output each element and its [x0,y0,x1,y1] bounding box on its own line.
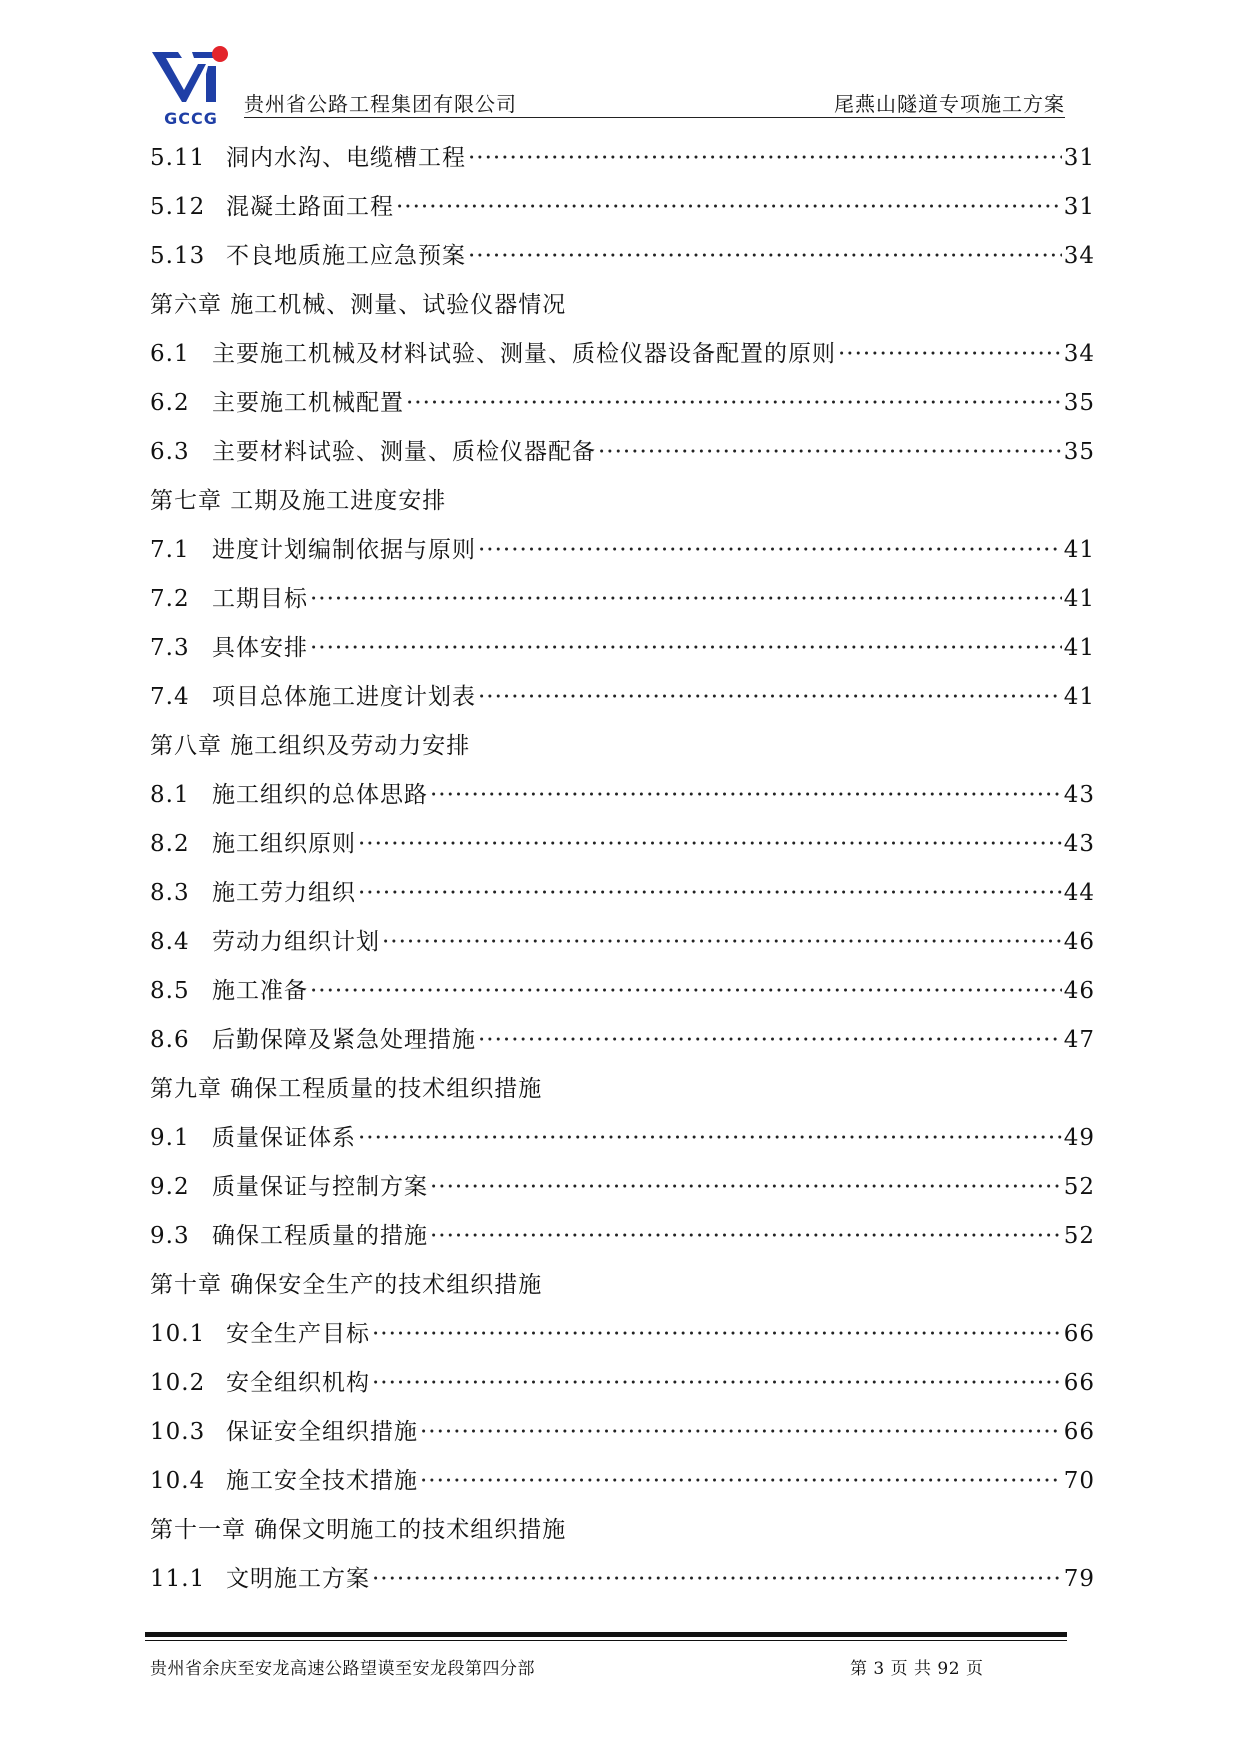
toc-entry-title: 劳动力组织计划 [212,929,380,955]
toc-entry-number: 7.2 [150,586,190,612]
toc-page-number: 46 [1063,929,1095,955]
toc-entry-title: 主要材料试验、测量、质检仪器配备 [212,439,596,465]
toc-entry[interactable] [150,1466,1095,1515]
toc-entry[interactable] [150,437,1095,486]
toc-dot-leader [358,829,1062,859]
toc-entry-number: 5.11 [150,145,206,171]
toc-entry-number: 7.3 [150,635,190,661]
toc-chapter-title: 第七章 工期及施工进度安排 [150,488,447,514]
toc-entry-number: 10.3 [150,1419,206,1445]
toc-page-number: 31 [1063,194,1095,220]
toc-entry-title: 文明施工方案 [226,1566,370,1592]
toc-chapter-heading[interactable] [150,290,1095,339]
toc-dot-leader [372,1564,1062,1594]
document-title: 尾燕山隧道专项施工方案 [834,92,1065,116]
toc-entry-title: 工期目标 [212,586,308,612]
toc-entry-number: 10.2 [150,1370,206,1396]
company-logo [148,44,234,128]
toc-dot-leader [478,535,1062,565]
toc-dot-leader [310,584,1062,614]
toc-entry-title: 混凝土路面工程 [226,194,394,220]
toc-entry[interactable] [150,388,1095,437]
toc-chapter-heading[interactable] [150,1074,1095,1123]
toc-entry-number: 8.4 [150,929,190,955]
company-name: 贵州省公路工程集团有限公司 [244,92,517,116]
toc-entry[interactable] [150,241,1095,290]
toc-dot-leader [478,682,1062,712]
toc-entry[interactable] [150,192,1095,241]
toc-dot-leader [430,1221,1062,1251]
toc-page-number: 52 [1063,1223,1095,1249]
toc-entry-number: 10.4 [150,1468,206,1494]
toc-chapter-title: 第九章 确保工程质量的技术组织措施 [150,1076,543,1102]
table-of-contents [150,143,1095,1613]
toc-entry-number: 9.3 [150,1223,190,1249]
toc-entry-title: 施工准备 [212,978,308,1004]
toc-dot-leader [372,1368,1062,1398]
toc-entry-number: 6.1 [150,341,190,367]
toc-entry[interactable] [150,1123,1095,1172]
page-header [148,40,1065,130]
toc-entry[interactable] [150,1417,1095,1466]
toc-dot-leader [420,1417,1062,1447]
toc-entry[interactable] [150,878,1095,927]
footer-page-info: 第 3 页 共 92 页 [850,1659,984,1679]
toc-entry-title: 保证安全组织措施 [226,1419,418,1445]
toc-entry-title: 安全组织机构 [226,1370,370,1396]
toc-entry-title: 主要施工机械及材料试验、测量、质检仪器设备配置的原则 [212,341,836,367]
toc-page-number: 46 [1063,978,1095,1004]
toc-entry-number: 7.1 [150,537,190,563]
toc-dot-leader [310,976,1062,1006]
toc-entry[interactable] [150,927,1095,976]
toc-dot-leader [430,1172,1062,1202]
toc-entry-title: 不良地质施工应急预案 [226,243,466,269]
toc-dot-leader [396,192,1062,222]
toc-dot-leader [468,143,1062,173]
toc-page-number: 43 [1063,782,1095,808]
toc-chapter-heading[interactable] [150,731,1095,780]
toc-chapter-title: 第十章 确保安全生产的技术组织措施 [150,1272,543,1298]
toc-dot-leader [358,1123,1062,1153]
logo-lettering: GCCG [164,109,218,128]
toc-entry-number: 8.6 [150,1027,190,1053]
toc-page-number: 44 [1063,880,1095,906]
toc-page-number: 41 [1063,684,1095,710]
toc-entry[interactable] [150,584,1095,633]
toc-entry-title: 项目总体施工进度计划表 [212,684,476,710]
header-divider [244,117,1065,118]
toc-entry-number: 8.3 [150,880,190,906]
toc-entry-title: 具体安排 [212,635,308,661]
toc-entry-number: 6.3 [150,439,190,465]
toc-dot-leader [420,1466,1062,1496]
toc-entry[interactable] [150,780,1095,829]
toc-entry-title: 施工劳力组织 [212,880,356,906]
toc-entry-number: 8.2 [150,831,190,857]
toc-entry-title: 主要施工机械配置 [212,390,404,416]
toc-entry-title: 洞内水沟、电缆槽工程 [226,145,466,171]
toc-entry-number: 5.13 [150,243,206,269]
toc-entry-number: 5.12 [150,194,206,220]
toc-entry-number: 7.4 [150,684,190,710]
toc-entry-title: 施工组织的总体思路 [212,782,428,808]
toc-page-number: 66 [1063,1321,1095,1347]
toc-dot-leader [406,388,1062,418]
toc-entry-number: 6.2 [150,390,190,416]
toc-dot-leader [838,339,1062,369]
toc-dot-leader [468,241,1062,271]
toc-entry-number: 10.1 [150,1321,206,1347]
toc-dot-leader [598,437,1062,467]
footer-divider-thin [145,1640,1067,1641]
toc-entry-title: 施工组织原则 [212,831,356,857]
toc-entry-title: 质量保证与控制方案 [212,1174,428,1200]
toc-chapter-heading[interactable] [150,486,1095,535]
toc-dot-leader [310,633,1062,663]
toc-entry-title: 确保工程质量的措施 [212,1223,428,1249]
toc-entry[interactable] [150,535,1095,584]
toc-chapter-heading[interactable] [150,1270,1095,1319]
toc-dot-leader [372,1319,1062,1349]
toc-page-number: 34 [1063,243,1095,269]
toc-page-number: 35 [1063,439,1095,465]
toc-entry[interactable] [150,1319,1095,1368]
toc-page-number: 31 [1063,145,1095,171]
toc-page-number: 66 [1063,1370,1095,1396]
toc-page-number: 41 [1063,537,1095,563]
toc-entry[interactable] [150,1368,1095,1417]
toc-entry[interactable] [150,829,1095,878]
toc-entry[interactable] [150,1221,1095,1270]
toc-page-number: 41 [1063,635,1095,661]
toc-entry[interactable] [150,143,1095,192]
toc-dot-leader [478,1025,1062,1055]
toc-dot-leader [382,927,1062,957]
toc-entry-number: 11.1 [150,1566,206,1592]
toc-entry-title: 安全生产目标 [226,1321,370,1347]
toc-entry[interactable] [150,633,1095,682]
toc-page-number: 49 [1063,1125,1095,1151]
toc-page-number: 41 [1063,586,1095,612]
toc-page-number: 52 [1063,1174,1095,1200]
toc-chapter-title: 第八章 施工组织及劳动力安排 [150,733,471,759]
toc-entry-number: 8.5 [150,978,190,1004]
toc-entry[interactable] [150,1025,1095,1074]
toc-page-number: 34 [1063,341,1095,367]
toc-entry-title: 质量保证体系 [212,1125,356,1151]
toc-chapter-title: 第六章 施工机械、测量、试验仪器情况 [150,292,567,318]
toc-entry-number: 9.2 [150,1174,190,1200]
toc-entry-title: 施工安全技术措施 [226,1468,418,1494]
toc-entry-title: 后勤保障及紧急处理措施 [212,1027,476,1053]
toc-page-number: 47 [1063,1027,1095,1053]
toc-page-number: 43 [1063,831,1095,857]
footer-divider-thick [145,1632,1067,1637]
toc-page-number: 66 [1063,1419,1095,1445]
toc-entry[interactable] [150,339,1095,388]
footer-project-name: 贵州省余庆至安龙高速公路望谟至安龙段第四分部 [150,1659,535,1679]
toc-chapter-title: 第十一章 确保文明施工的技术组织措施 [150,1517,567,1543]
toc-page-number: 70 [1063,1468,1095,1494]
toc-entry[interactable] [150,682,1095,731]
toc-entry-number: 8.1 [150,782,190,808]
toc-page-number: 35 [1063,390,1095,416]
toc-entry[interactable] [150,1172,1095,1221]
toc-entry-title: 进度计划编制依据与原则 [212,537,476,563]
toc-entry-number: 9.1 [150,1125,190,1151]
toc-page-number: 79 [1063,1566,1095,1592]
toc-entry[interactable] [150,1564,1095,1613]
toc-chapter-heading[interactable] [150,1515,1095,1564]
toc-dot-leader [358,878,1062,908]
toc-dot-leader [430,780,1062,810]
toc-entry[interactable] [150,976,1095,1025]
